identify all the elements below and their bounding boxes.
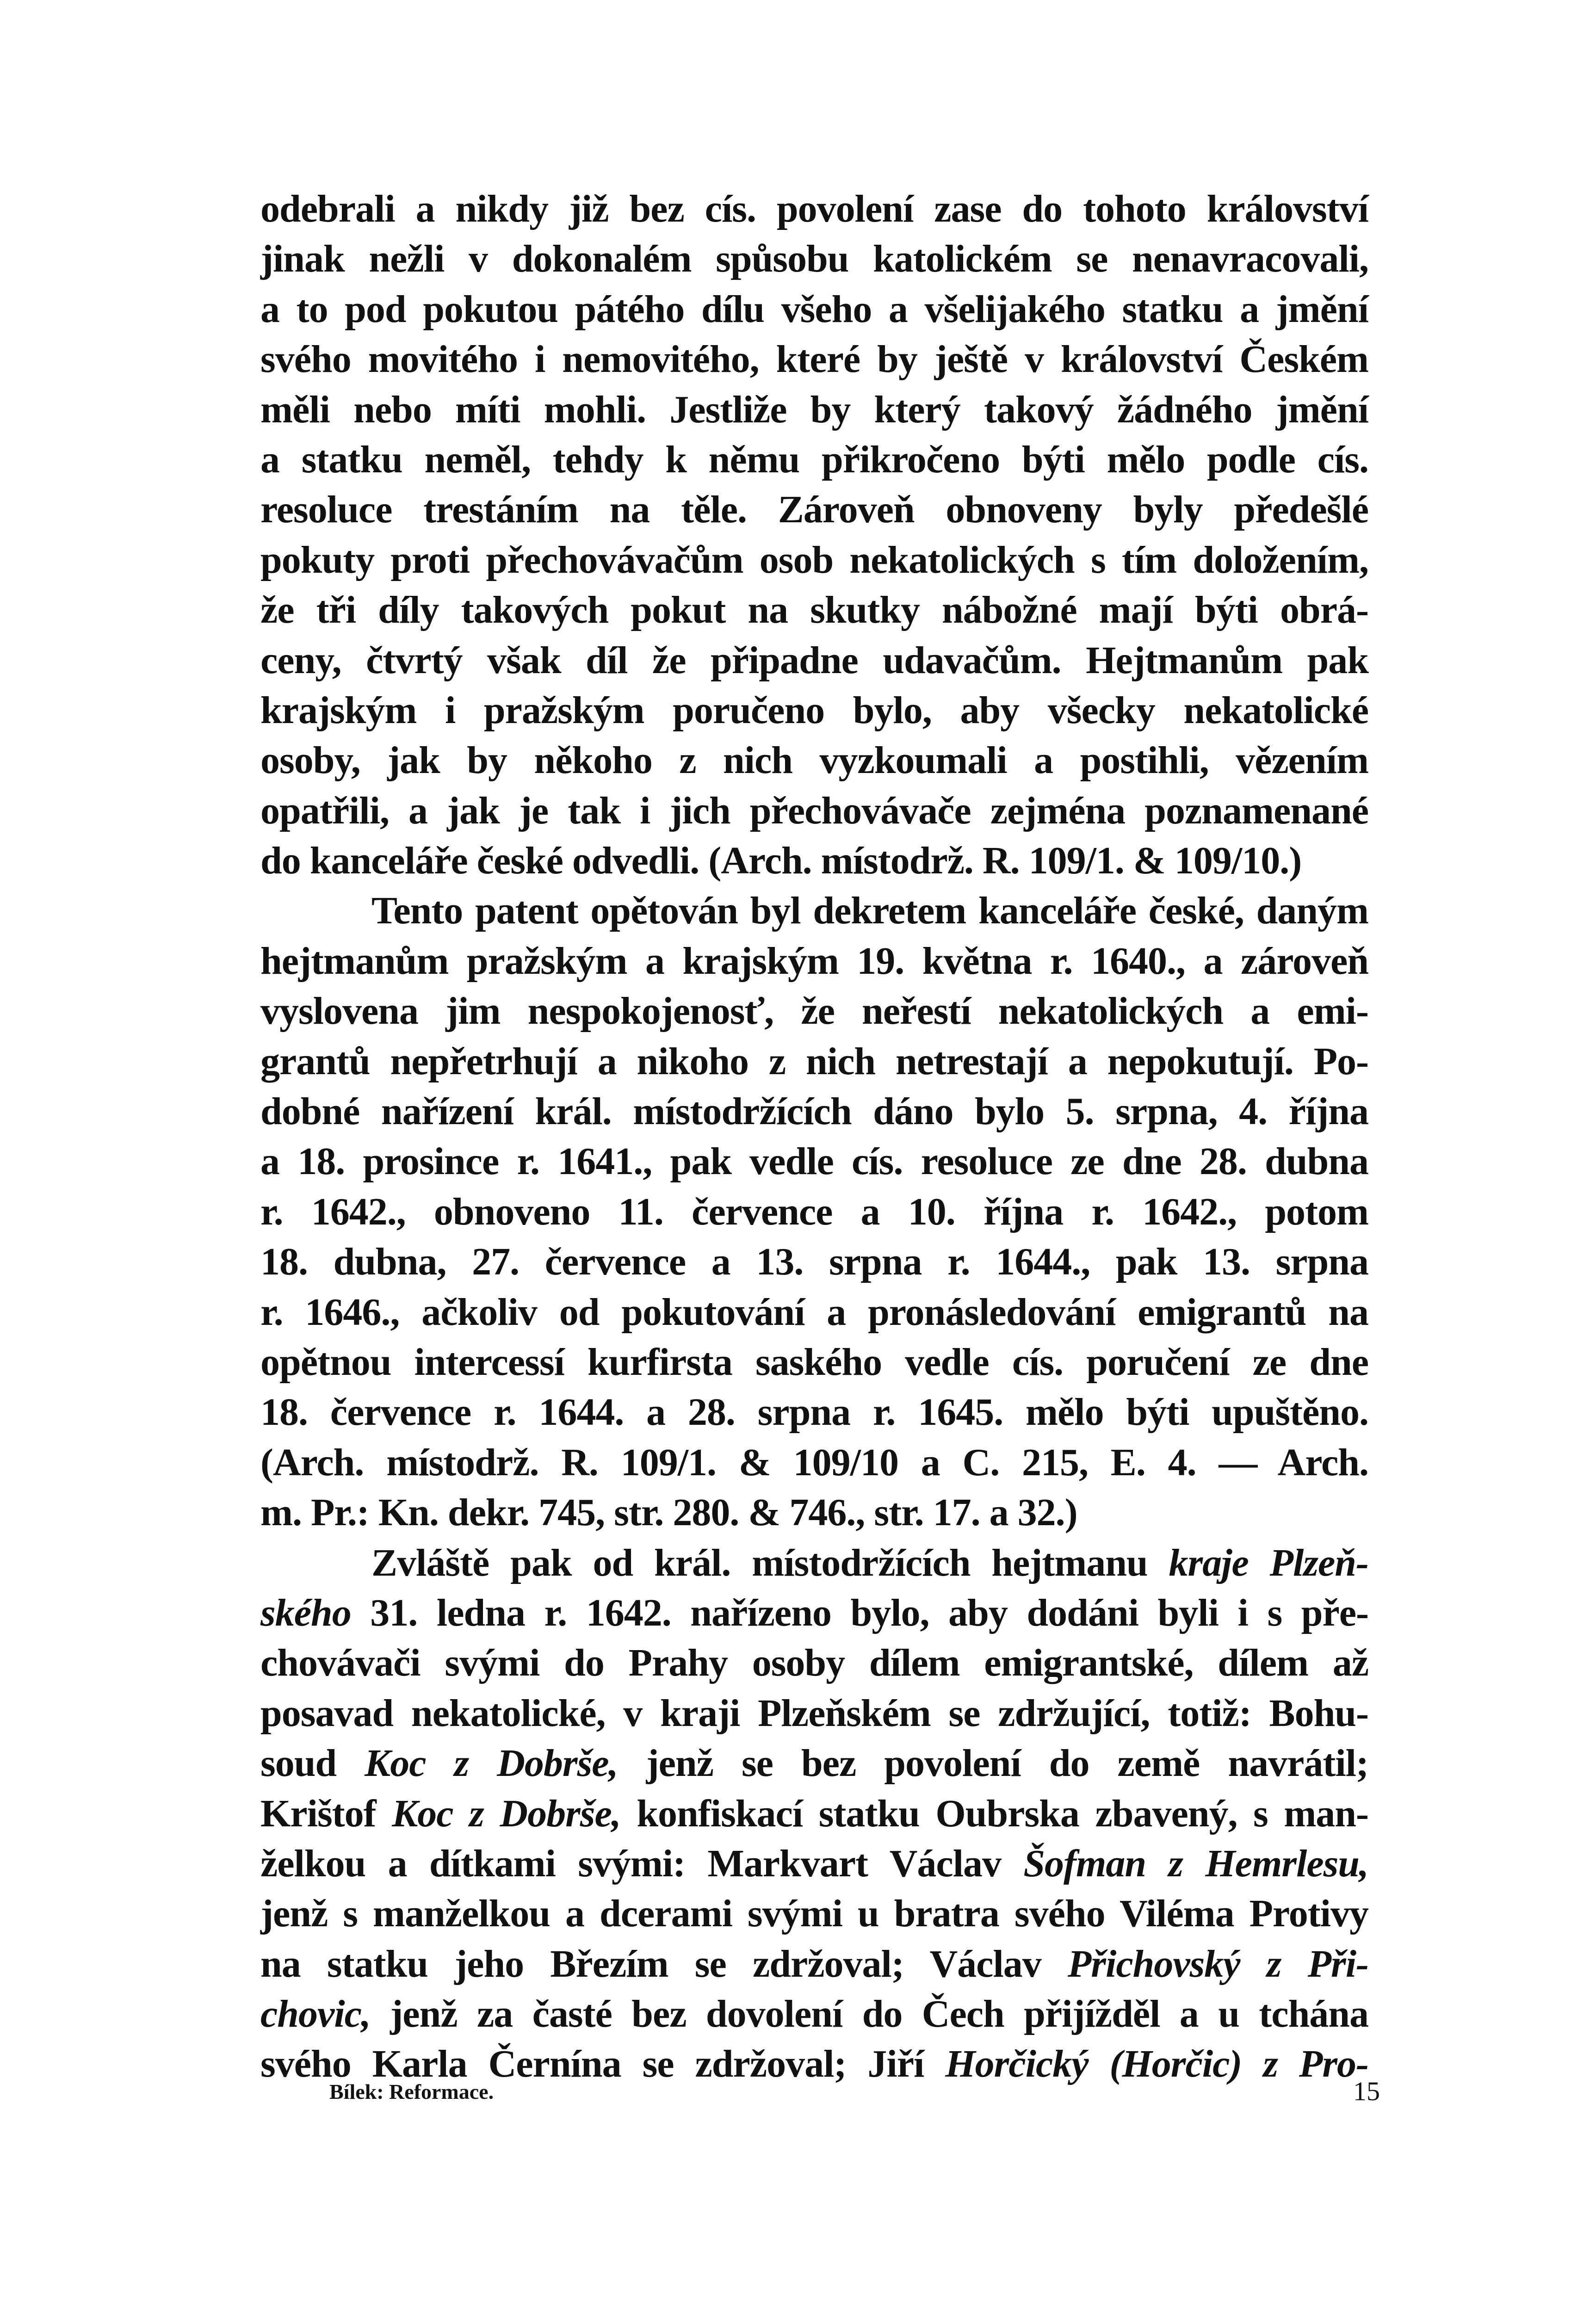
text-line: [260, 184, 1368, 234]
text-line: [260, 1889, 1368, 1939]
text-segment: že tři díly takových pokut na skutky nábožné mají býti obrá-: [260, 588, 1368, 632]
text-segment: vyslovena jim nespokojenosť, že neřestí nekatolických a emi-: [260, 990, 1368, 1033]
text-segment: opatřili, a jak je tak i jich přechovávače zejména poznamenané: [260, 789, 1368, 832]
text-segment: 18. července r. 1644. a 28. srpna r. 1645. mělo býti upuštěno.: [260, 1391, 1368, 1434]
text-segment: r. 1642., obnoveno 11. července a 10. října r. 1642., potom: [260, 1190, 1368, 1233]
text-segment: dobné nařízení král. místodržících dáno bylo 5. srpna, 4. října: [260, 1090, 1368, 1133]
running-title: Bílek: Reformace.: [329, 2080, 494, 2103]
text-segment: svého Karla Černína se zdržoval; Jiří: [260, 2042, 946, 2086]
text-line: [260, 1989, 1368, 2039]
text-segment: pokuty proti přechovávačům osob nekatolických s tím doložením,: [260, 538, 1368, 581]
text-line: [260, 886, 1368, 936]
body-text: [260, 184, 1368, 2090]
text-segment: chovávači svými do Prahy osoby dílem emigrantské, dílem až: [260, 1641, 1368, 1685]
text-line: [260, 786, 1368, 836]
text-segment: konfiskací statku Oubrska zbavený, s man-: [620, 1792, 1369, 1835]
text-line: [260, 1738, 1368, 1788]
text-line: [260, 385, 1368, 435]
text-line: [260, 1488, 1368, 1538]
italic-name-segment: Koc z Dobrše,: [392, 1792, 621, 1835]
text-line: [260, 1638, 1368, 1688]
text-segment: a to pod pokutou pátého dílu všeho a všelijakého statku a jmění: [260, 287, 1368, 331]
text-segment: Tento patent opětován byl dekretem kanceláře české, daným: [371, 889, 1368, 933]
text-segment: resoluce trestáním na těle. Zároveň obnoveny byly předešlé: [260, 488, 1368, 532]
text-line: [260, 1688, 1368, 1738]
italic-name-segment: Šofman z Hemrlesu,: [1023, 1842, 1369, 1885]
text-segment: na statku jeho Březím se zdržoval; Václav: [260, 1942, 1068, 1985]
text-segment: 31. ledna r. 1642. nařízeno bylo, aby dodáni byli i s pře-: [351, 1591, 1368, 1634]
italic-name-segment: kraje Plzeň-: [1169, 1541, 1368, 1584]
italic-name-segment: chovic,: [260, 1992, 371, 2036]
text-segment: (Arch. místodrž. R. 109/1. & 109/10 a C. 215, E. 4. — Arch.: [260, 1441, 1368, 1484]
text-segment: hejtmanům pražským a krajským 19. května r. 1640., a zároveň: [260, 939, 1368, 983]
text-segment: měli nebo míti mohli. Jestliže by který takový žádného jmění: [260, 388, 1368, 431]
text-line: [260, 1087, 1368, 1137]
text-line: [260, 485, 1368, 535]
text-line: [260, 1789, 1368, 1839]
text-segment: posavad nekatolické, v kraji Plzeňském se zdržující, totiž: Bohu-: [260, 1691, 1368, 1735]
text-line: [260, 1237, 1368, 1287]
text-line: [260, 836, 1368, 886]
text-line: [260, 936, 1368, 986]
text-line: [260, 1538, 1368, 1588]
text-line: [260, 1588, 1368, 1638]
text-line: [260, 535, 1368, 585]
text-line: [260, 1337, 1368, 1387]
text-line: [260, 585, 1368, 635]
italic-name-segment: Přichovský z Při-: [1068, 1942, 1369, 1985]
text-segment: odebrali a nikdy již bez cís. povolení zase do tohoto království: [260, 187, 1368, 230]
text-segment: jenž s manželkou a dcerami svými u bratra svého Viléma Protivy: [260, 1892, 1368, 1936]
italic-name-segment: Koc z Dobrše,: [365, 1742, 618, 1785]
text-line: [260, 986, 1368, 1036]
text-line: [260, 1939, 1368, 1989]
text-segment: ceny, čtvrtý však díl že připadne udavačům. Hejtmanům pak: [260, 638, 1368, 682]
page-footer: [0, 2076, 1596, 2116]
text-segment: r. 1646., ačkoliv od pokutování a pronásledování emigrantů na: [260, 1290, 1368, 1334]
text-line: [260, 1839, 1368, 1889]
text-segment: a 18. prosince r. 1641., pak vedle cís. resoluce ze dne 28. dubna: [260, 1140, 1368, 1183]
text-line: [260, 636, 1368, 686]
text-segment: a statku neměl, tehdy k němu přikročeno býti mělo podle cís.: [260, 438, 1368, 481]
text-segment: soud: [260, 1742, 365, 1785]
italic-name-segment: ského: [260, 1591, 351, 1634]
text-line: [260, 736, 1368, 785]
text-segment: jenž se bez povolení do země navrátil;: [618, 1742, 1368, 1785]
italic-name-segment: Horčický (Horčic) z Pro-: [945, 2042, 1368, 2086]
text-line: [260, 1187, 1368, 1237]
text-segment: Zvláště pak od král. místodržících hejtmanu: [371, 1541, 1169, 1584]
text-line: [260, 334, 1368, 384]
text-segment: želkou a dítkami svými: Markvart Václav: [260, 1842, 1024, 1885]
text-line: [260, 686, 1368, 736]
text-line: [260, 234, 1368, 284]
text-segment: m. Pr.: Kn. dekr. 745, str. 280. & 746., str. 17. a 32.): [260, 1491, 1077, 1534]
text-segment: krajským i pražským poručeno bylo, aby všecky nekatolické: [260, 688, 1368, 732]
text-line: [260, 435, 1368, 485]
text-segment: 18. dubna, 27. července a 13. srpna r. 1644., pak 13. srpna: [260, 1240, 1368, 1284]
text-line: [260, 1438, 1368, 1488]
text-line: [260, 1287, 1368, 1337]
text-segment: grantů nepřetrhují a nikoho z nich netrestají a nepokutují. Po-: [260, 1039, 1368, 1083]
text-line: [260, 1387, 1368, 1437]
text-segment: osoby, jak by někoho z nich vyzkoumali a postihli, vězením: [260, 739, 1368, 782]
text-segment: opětnou intercessí kurfirsta saského vedle cís. poručení ze dne: [260, 1340, 1368, 1384]
page-number: 15: [1353, 2076, 1380, 2106]
text-segment: jinak nežli v dokonalém spůsobu katolickém se nenavracovali,: [260, 237, 1368, 281]
text-segment: Krištof: [260, 1792, 392, 1835]
text-line: [260, 284, 1368, 334]
text-line: [260, 1137, 1368, 1187]
text-segment: do kanceláře české odvedli. (Arch. místodrž. R. 109/1. & 109/10.): [260, 839, 1302, 883]
text-segment: jenž za časté bez dovolení do Čech přijížděl a u tchána: [370, 1992, 1368, 2036]
text-segment: svého movitého i nemovitého, které by ještě v království Českém: [260, 338, 1368, 381]
text-line: [260, 1037, 1368, 1087]
